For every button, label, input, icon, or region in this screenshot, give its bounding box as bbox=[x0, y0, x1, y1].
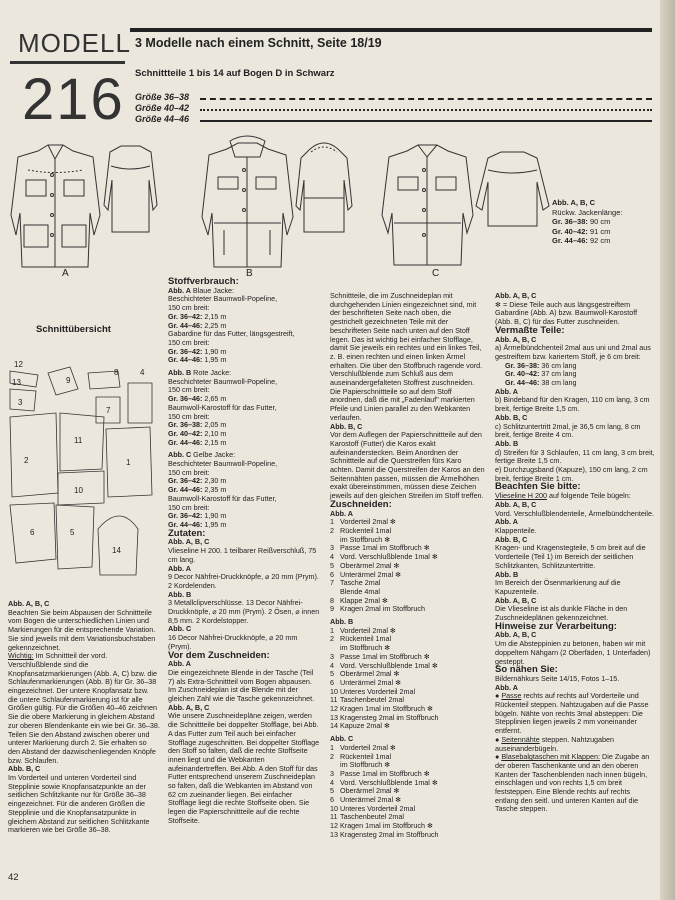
cutting-list-item: 3 Passe 1mal im Stoffbruch ✻ bbox=[330, 543, 430, 553]
jacket-a-back-illustration bbox=[103, 140, 158, 235]
cutting-list-item: 3 Passe 1mal im Stoffbruch ✻ bbox=[330, 651, 430, 661]
cutting-list-item: 1 Vorderteil 2mal ✻ bbox=[330, 517, 396, 527]
jacket-c-back-illustration bbox=[475, 148, 550, 228]
cutting-list-item: 1 Vorderteil 2mal ✻ bbox=[330, 742, 396, 752]
pattern-overview-diagram bbox=[8, 353, 160, 598]
cutting-list-item: im Stoffbruch ✻ bbox=[340, 643, 391, 653]
modell-label: MODELL bbox=[18, 28, 131, 58]
jacket-b-front-illustration bbox=[200, 135, 295, 270]
cutting-list-item: Blende 4mal bbox=[340, 586, 380, 596]
column-3: Schnittteile, die im Zuschneideplan mit durchgehenden Linien eingezeichnet sind, mit der beschrifteten Seite nach oben, die gestrichelt gezeichneten Teile mit der beschrifteten Seite nach unten auf den Stoff legen. Das ist wichtig bei einfacher Stofflage, damit Sie jeweils ein rechtes und ein linkes Teil, z. B. einen rechten und einen linken Ärmel erhalten. Die über den Stoffbruch ragende vord. Verschlußblende zum Schluß aus dem auseinandergefalteten Stoffrest zuschneiden. Die Papierschnittteile so auf dem Stoff anordnen, daß die mit „Fadenlauf" markierten Pfeile und Linien parallel zu den Webkanten verlaufen. Abb. B, C Vor dem Auflegen der Papierschnittteile auf den Karostoff (Futter) die Karos exakt aufeinanderstecken. Beim Anordnen der Schnittteile auf die Querstreifen fürs Karo achten. Damit die Querstreifen der Karos an den Seitennähten passen, müssen die Ärmelhöhen exakt übereinstimmen, müssen diese Zeichen jeweils auf den gleichen Streifen im Stoff treffen. Zuschneiden: Abb. A 1 Vorderteil 2mal ✻ 2 Rückenteil 1mal im Stoffbruch ✻ 3 Passe 1mal im Stoffbruch ✻ 4 Vord. Verschlußblende 1mal ✻ 5 Oberärmel 2mal ✻ 6 Unterärmel 2mal ✻ 7 Tasche 2mal Blende 4mal 8 Klappe 2mal ✻ 9 Kragen 2mal im Stoffbruch Abb. B 1 Vorderteil 2mal ✻ 2 Rückenteil 1mal im Stoffbruch ✻ 3 Passe 1mal im Stoffbruch ✻ 4 Vord. Verschlußblende 1mal ✻ 5 Oberärmel 2mal ✻ 6 Unterärmel 2mal ✻ 10 Unteres Vorderteil 2mal 11 Taschenbeutel 2mal 12 Kragen 1mal im Stoffbruch ✻ 13 Kragensteg 2mal im Stoffbruch 14 Kapuze 2mal ✻ Abb. C 1 Vorderteil 2mal ✻ 2 Rückenteil 1mal im Stoffbruch ✻ 3 Passe 1mal im Stoffbruch ✻ 4 Vord. Verschlußblende 1mal ✻ 5 Oberärmel 2mal ✻ 6 Unterärmel 2mal ✻ 10 Unteres Vorderteil 2mal 11 Taschenbeutel 2mal 12 Kragen 1mal im Stoffbruch ✻ 13 Kragensteg 2mal im Stoffbruch bbox=[330, 291, 485, 839]
fabric-heading: Stoffverbrauch: bbox=[168, 276, 239, 287]
size-line-dotted bbox=[200, 109, 652, 111]
cutting-list-item: im Stoffbruch ✻ bbox=[340, 534, 391, 544]
piece-5: 5 bbox=[70, 528, 75, 537]
cutting-list-item: 2 Rückenteil 1mal bbox=[330, 751, 392, 761]
cutting-list-item: 12 Kragen 1mal im Stoffbruch ✻ bbox=[330, 704, 433, 714]
sewing-heading: So nähen Sie: bbox=[495, 664, 558, 676]
piece-10: 10 bbox=[74, 486, 83, 495]
cutting-list-item: 10 Unteres Vorderteil 2mal bbox=[330, 803, 416, 813]
figure-label-a: A bbox=[62, 268, 69, 279]
cutting-list-item: 6 Unterärmel 2mal ✻ bbox=[330, 677, 402, 687]
piece-7: 7 bbox=[106, 406, 111, 415]
cutting-list-item: 5 Oberärmel 2mal ✻ bbox=[330, 669, 400, 679]
page-title: 3 Modelle nach einem Schnitt, Seite 18/19 bbox=[135, 36, 382, 50]
cutting-list-item: 11 Taschenbeutel 2mal bbox=[330, 812, 404, 822]
piece-6: 6 bbox=[30, 528, 35, 537]
jacket-a-front-illustration bbox=[8, 135, 103, 270]
cutting-list-item: 5 Oberärmel 2mal ✻ bbox=[330, 560, 400, 570]
piece-13: 13 bbox=[12, 378, 21, 387]
before-cutting-heading: Vor dem Zuschneiden: bbox=[168, 649, 270, 661]
measured-parts-heading: Vermaßte Teile: bbox=[495, 324, 565, 336]
piece-3: 3 bbox=[18, 398, 23, 407]
cutting-list-item: 2 Rückenteil 1mal bbox=[330, 525, 392, 535]
processing-heading: Hinweise zur Verarbeitung: bbox=[495, 620, 617, 632]
cutting-list-item: 6 Unterärmel 2mal ✻ bbox=[330, 795, 402, 805]
cutting-list-item: 13 Kragensteg 2mal im Stoffbruch bbox=[330, 712, 439, 722]
page-subtitle: Schnittteile 1 bis 14 auf Bogen D in Schwarz bbox=[135, 68, 335, 79]
col1-paragraph: Im Vorderteil und unteren Vorderteil sind Stepplinie sowie Knopfansatzpunkte an der seitlichen Schlitzkante nur für Größe 36–38 eingezeichnet. Für die anderen Größen die Stepplinie und die Knopfansatzpunkte in gleichem Abstand zur seitlichen Schlitzkante markieren wie bei Größe 36–38. bbox=[8, 773, 150, 835]
header-rule bbox=[130, 28, 652, 32]
col1-heading: Abb. A, B, C bbox=[8, 599, 50, 608]
col1-paragraph: Beachten Sie beim Abpausen der Schnittteile vom Bogen die unterschiedlichen Linien und Markierungen für die entsprechende Variation. Sie sind jeweils mit dem Variationsbuchstaben gekennzeichnet. bbox=[8, 607, 156, 652]
page-number: 42 bbox=[8, 872, 19, 883]
model-number: 216 bbox=[22, 67, 125, 132]
cutting-list-c bbox=[330, 744, 485, 840]
cutting-list-item: 4 Vord. Verschlußblende 1mal ✻ bbox=[330, 552, 438, 562]
piece-12: 12 bbox=[14, 360, 23, 369]
cutting-list-item: 5 Oberärmel 2mal ✻ bbox=[330, 786, 400, 796]
caption-size-row: Gr. 40–42: 91 cm bbox=[552, 226, 611, 236]
figure-label-c: C bbox=[432, 268, 440, 279]
cutting-list-item: 14 Kapuze 2mal ✻ bbox=[330, 721, 390, 731]
piece-1: 1 bbox=[126, 458, 131, 467]
note-heading: Beachten Sie bitte: bbox=[495, 481, 581, 493]
piece-9: 9 bbox=[66, 376, 71, 385]
size-label-3: Größe 44–46 bbox=[135, 114, 190, 124]
col1-important: Wichtig: Im Schnittteil der vord. Verschlußblende sind die Knopfansatzmarkierungen (Abb. A, C) bzw. die Schlaufenmarkierungen (Abb. B) für Gr. 36–38 eingezeichnet. Der untere Knopfansatz bzw. die untere Schlaufenmarkierung ist für alle Größen gültig. Für die Größen 40–46 zeichnen Sie die obere Markierung in gleichem Abstand zur oberen Blendenkante ein wie bei Gr. 36–38. Teilen Sie den Abstand zwischen oberer und unterer Markierung durch 2. Sie erhalten so den Abstand der dazwischenliegenden Knöpfe bzw. Schlaufen. bbox=[8, 651, 160, 765]
jacket-c-front-illustration bbox=[380, 135, 475, 270]
cutting-list-item: 1 Vorderteil 2mal ✻ bbox=[330, 625, 396, 635]
col3-paragraph: Vor dem Auflegen der Papierschnittteile auf den Karostoff (Futter) die Karos exakt aufeinanderstecken. Beim Anordnen der Schnittteile auf die Querstreifen fürs Karo achten. Damit die Querstreifen der Karos an den Seitennähten passen, müssen die Ärmelhöhen exakt übereinstimmen, müssen diese Zeichen jeweils auf den gleichen Streifen im Stoff treffen. bbox=[330, 430, 485, 501]
piece-14: 14 bbox=[112, 546, 121, 555]
cutting-list-item: 6 Unterärmel 2mal ✻ bbox=[330, 569, 402, 579]
column-1 bbox=[8, 600, 160, 835]
cutting-list-b bbox=[330, 627, 485, 731]
piece-11: 11 bbox=[74, 436, 83, 445]
cutting-list-item: 12 Kragen 1mal im Stoffbruch ✻ bbox=[330, 821, 433, 831]
cutting-list-item: 4 Vord. Verschlußblende 1mal ✻ bbox=[330, 660, 438, 670]
caption-heading: Abb. A, B, C bbox=[552, 198, 596, 207]
caption-size-row: Gr. 44–46: 92 cm bbox=[552, 236, 611, 245]
cutting-list-item: 13 Kragensteg 2mal im Stoffbruch bbox=[330, 829, 439, 839]
size-line-dashed bbox=[200, 98, 652, 100]
caption-size-row: Gr. 36–38: 90 cm bbox=[552, 217, 611, 226]
cutting-list-item: 9 Kragen 2mal im Stoffbruch bbox=[330, 604, 425, 614]
size-line-solid bbox=[200, 120, 652, 122]
size-label-1: Größe 36–38 bbox=[135, 92, 190, 102]
piece-2: 2 bbox=[24, 456, 29, 465]
supplies-heading: Zutaten: bbox=[168, 527, 206, 539]
piece-8: 8 bbox=[114, 368, 119, 377]
column-2: Stoffverbrauch: Abb. A Blaue Jacke: Beschichteter Baumwoll-Popeline, 150 cm breit: Gr. 36–42: 2,15 m Gr. 44–46: 2,25 m Gabardine für das Futter, längsgestreift, 150 cm breit: Gr. 36–42: 1,90 m Gr. 44–46: 1,95 m Abb. B Rote Jacke: Beschichteter Baumwoll-Popeline, 150 cm breit: Gr. 36–46: 2,65 m Baumwoll-Karostoff für das Futter, 150 cm breit: Gr. 36–38: 2,05 m Gr. 40–42: 2,10 m Gr. 44–46: 2,15 m Abb. C Gelbe Jacke: Beschichteter Baumwoll-Popeline, 150 cm breit: Gr. 36–42: 2,30 m Gr. 44–46: 2,35 m Baumwoll-Karostoff für das Futter, 150 cm breit: Gr. 36–42: 1,90 m Gr. 44–46: 1,95 m Zutaten: Abb. A, B, C Vlieseline H 200. 1 teilbarer Reißverschluß, 75 cm lang. Abb. A 9 Decor Nähfrei-Druckknöpfe, ⌀ 20 mm (Prym). 2 Kordelenden. Abb. B 3 Metallclipverschlüsse. 13 Decor Nähfrei-Druckknöpfe, ⌀ 20 mm (Prym). 2 Ösen, ⌀ innen 8,5 mm. 2 Kordelstopper. Abb. C 16 Decor Nähfrei-Druckknöpfe, ⌀ 20 mm (Prym). Vor dem Zuschneiden: Abb. A Die eingezeichnete Blende in der Tasche (Teil 7) als Extra-Schnittteil vom Bogen abpausen. Im Zuschneideplan ist die Blende mit der gleichen Zahl wie die Tasche gekennzeichnet. Abb. A, B, C Wie unsere Zuschneidepläne zeigen, werden die Schnittteile bei doppelter Stofflage, bei Abb. A das Futter zum Teil auch bei einfacher Stofflage zugeschnitten. Bei doppelter Stofflage den Stoff so falten, daß die rechte Stoffseite innen liegt und die Webkanten aufeinandertreffen. Bei Abb. A den Stoff für das Futter entsprechend unserem Zuschneideplan so falten, daß die Webkanten im Abstand von 62 cm zueinander liegen. Bei einfacher Stofflage liegt die rechte Stoffseite oben. Sie legen die Papierschnittteile auf die rechte Stoffseite. bbox=[168, 276, 320, 825]
jacket-b-back-illustration bbox=[295, 138, 353, 235]
col1-subheading: Abb. B, C bbox=[8, 764, 41, 774]
cutting-list-item: 2 Rückenteil 1mal bbox=[330, 634, 392, 644]
page-edge bbox=[660, 0, 675, 900]
cutting-list-item: 11 Taschenbeutel 2mal bbox=[330, 695, 404, 705]
figure-label-b: B bbox=[246, 268, 253, 279]
caption-line: Rückw. Jackenlänge: bbox=[552, 207, 623, 217]
cutting-list-item: 10 Unteres Vorderteil 2mal bbox=[330, 686, 416, 696]
piece-4: 4 bbox=[140, 368, 145, 377]
cutting-list-item: 4 Vord. Verschlußblende 1mal ✻ bbox=[330, 777, 438, 787]
cutting-list-item: 7 Tasche 2mal bbox=[330, 578, 381, 588]
pattern-overview-title: Schnittübersicht bbox=[36, 324, 111, 335]
cutting-list-a bbox=[330, 518, 485, 614]
col3-paragraph: Schnittteile, die im Zuschneideplan mit durchgehenden Linien eingezeichnet sind, mit der beschrifteten Seite nach oben, die gestrichelt gezeichneten Teile mit der beschrifteten Seite nach unten auf den Stoff legen. Das ist wichtig bei einfacher Stofflage, damit Sie jeweils ein rechtes und ein linkes Teil, z. B. einen rechten und einen linken Ärmel erhalten. Die über den Stoffbruch ragende vord. Verschlußblende zum Schluß aus dem auseinandergefalteten Stoffrest zuschneiden. Die Papierschnittteile so auf dem Stoff anordnen, daß die mit „Fadenlauf" markierten Pfeile und Linien parallel zu den Webkanten verlaufen. bbox=[330, 291, 483, 422]
cutting-list-item: 3 Passe 1mal im Stoffbruch ✻ bbox=[330, 768, 430, 778]
cutting-heading: Zuschneiden: bbox=[330, 498, 392, 510]
jacket-length-caption bbox=[552, 198, 622, 246]
column-4: Abb. A, B, C ✻ = Diese Teile auch aus längsgestreiftem Gabardine (Abb. A) bzw. Baumwoll-Karostoff (Abb. B, C) für das Futter zuschneiden. Vermaßte Teile: Abb. A, B, C a) Ärmelbündchenteil 2mal aus uni und 2mal aus gestreiftem bzw. kariertem Stoff, je 6 cm breit: Gr. 36–38: 36 cm lang Gr. 40–42: 37 cm lang Gr. 44–46: 38 cm lang Abb. A b) Bindeband für den Kragen, 110 cm lang, 3 cm breit, fertige Breite 1,5 cm. Abb. B, C c) Schlitzuntertritt 2mal, je 36,5 cm lang, 8 cm breit, fertige Breite 4 cm. Abb. B d) Streifen für 3 Schlaufen, 11 cm lang, 3 cm breit, fertige Breite 1,5 cm. e) Durchzugsband (Kapuze), 150 cm lang, 2 cm breit, fertige Breite 1 cm. Beachten Sie bitte: Vlieseline H 200 auf folgende Teile bügeln: Abb. A, B, C Vord. Verschlußblendenteile, Ärmelbündchenteile. Abb. A Klappenteile. Abb. B, C Kragen- und Kragenstegteile, 5 cm breit auf die Vorderteile (Teil 1) im Bereich der seitlichen Schlitzkanten, Schlitzuntertritte. Abb. B Im Bereich der Ösenmarkierung auf die Kapuzenteile. Abb. A, B, C Die Vlieseline ist als dunkle Fläche in den Zuschneideplänen gekennzeichnet. Hinweise zur Verarbeitung: Abb. A, B, C Um die Absteppinien zu betonen, haben wir mit doppeltem Nähgarn (2 Oberfäden, 1 Unterfaden) gesteppt. So nähen Sie: Bildernähkurs Seite 14/15, Fotos 1–15. Abb. A ● Passe rechts auf rechts auf Vorderteile und Rückenteil steppen. Nahtzugaben auf die Passe bügeln. Nähte von rechts 3mal absteppen: Die Stepplinien liegen jeweils 2 mm voneinander entfernt. ● Seitennähte steppen. Nahtzugaben auseinanderbügeln. ● Blasebalgtaschen mit Klappen: Die Zugabe an der oberen Taschenkante und an den oberen Kanten der Taschenblenden nach innen bügeln, einschlagen und von rechts 1,5 cm breit feststeppen. Eine Blende rechts auf rechts entlang den seitl. und unteren Kanten auf die Tasche steppen. bbox=[495, 291, 655, 814]
size-label-2: Größe 40–42 bbox=[135, 103, 190, 113]
cutting-list-item: im Stoffbruch ✻ bbox=[340, 760, 391, 770]
cutting-list-item: 8 Klappe 2mal ✻ bbox=[330, 595, 388, 605]
